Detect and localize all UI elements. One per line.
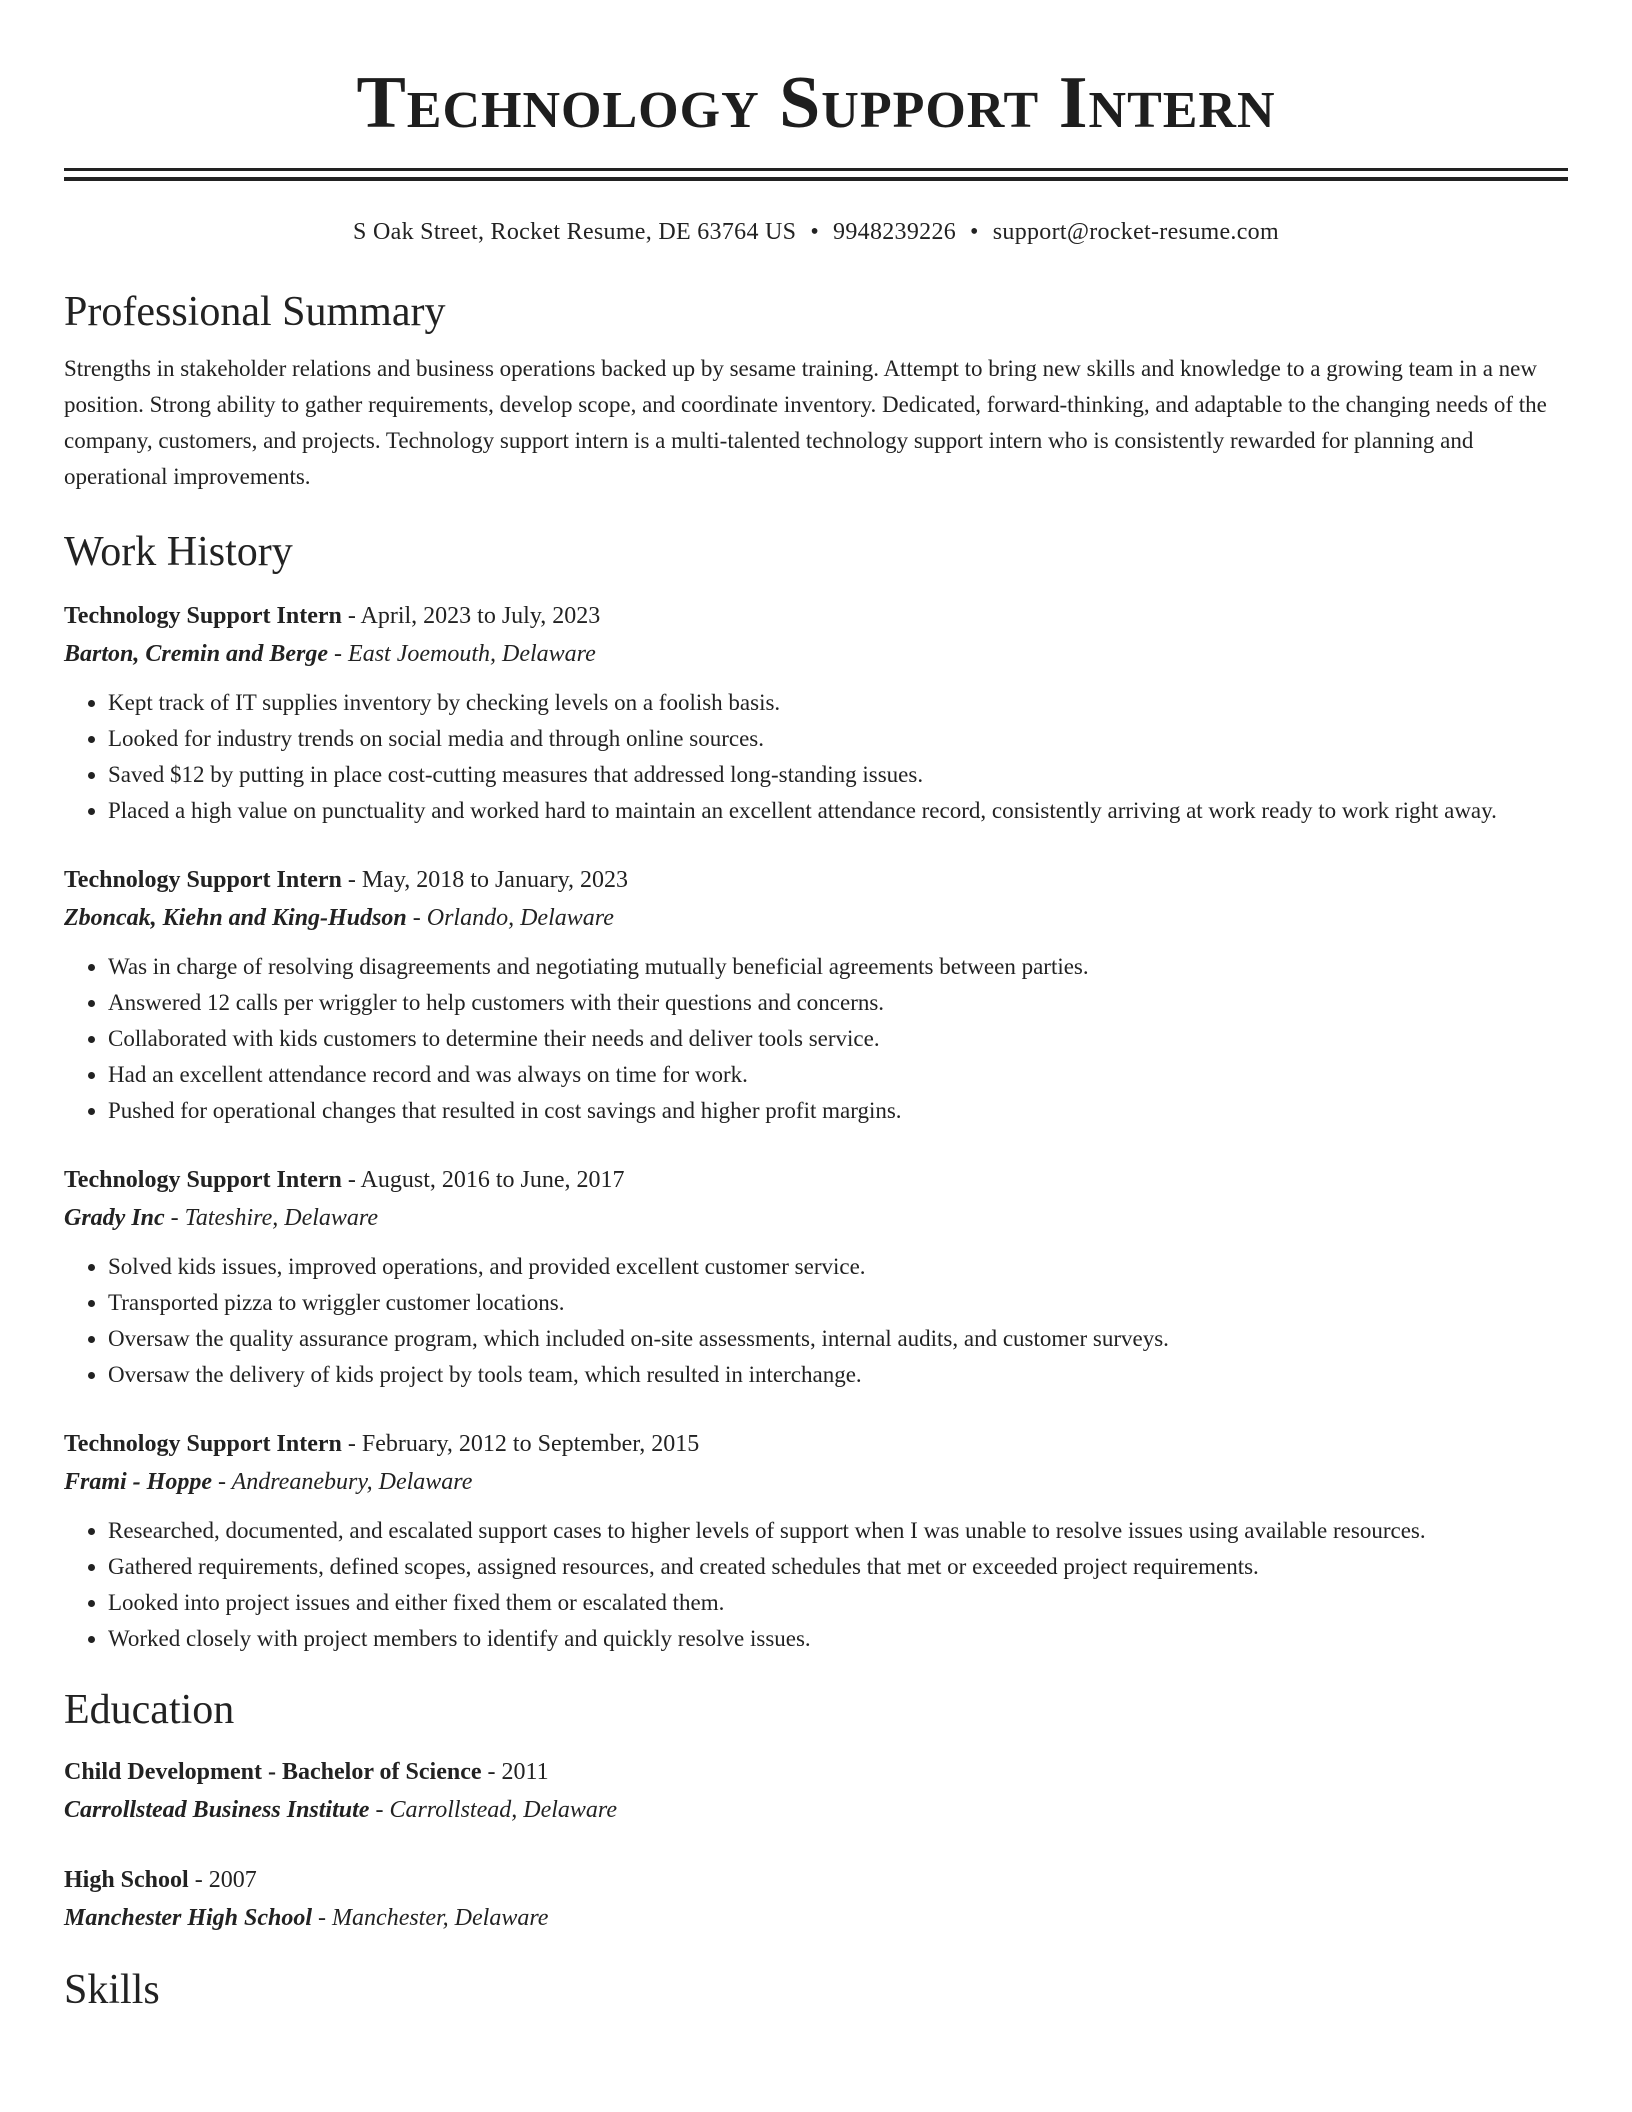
job-company: Grady Inc: [64, 1205, 165, 1231]
job-company-line: [64, 899, 1568, 937]
education-heading: Education: [64, 1687, 235, 1733]
job-title-line: [64, 597, 1568, 635]
job-dates: February, 2012 to September, 2015: [361, 1431, 700, 1457]
education-location: Carrollstead, Delaware: [389, 1797, 617, 1823]
job-bullet: • Looked for industry trends on social media and through online sources.: [108, 721, 1568, 757]
job-dash: -: [341, 867, 362, 893]
job-dash: -: [328, 641, 349, 667]
education-dash: -: [481, 1759, 502, 1785]
education-location: Manchester, Delaware: [332, 1905, 549, 1931]
job-entry: [64, 1161, 1568, 1393]
job-bullet: • Worked closely with project members to identify and quickly resolve issues.: [108, 1621, 1568, 1657]
job-entry: [64, 597, 1568, 829]
job-location: Tateshire, Delaware: [184, 1205, 379, 1231]
education-dash: -: [312, 1905, 333, 1931]
job-location: Andreanebury, Delaware: [231, 1469, 473, 1495]
job-bullets: [64, 1513, 1568, 1657]
job-bullet: • Saved $12 by putting in place cost-cutting measures that addressed long-standing issues.: [108, 757, 1568, 793]
education-degree-line: [64, 1861, 1568, 1899]
job-title-line: [64, 1425, 1568, 1463]
job-company-line: [64, 635, 1568, 673]
job-location: East Joemouth, Delaware: [348, 641, 596, 667]
job-bullet: • Had an excellent attendance record and was always on time for work.: [108, 1057, 1568, 1093]
job-bullet: • Placed a high value on punctuality and worked hard to maintain an excellent attendance record, consistently arriving at work ready to work right away.: [108, 793, 1568, 829]
job-dash: -: [341, 603, 361, 629]
job-entry: [64, 1425, 1568, 1657]
job-title-line: [64, 1161, 1568, 1199]
summary-heading: Professional Summary: [64, 289, 446, 335]
job-title: Technology Support Intern: [64, 1167, 342, 1193]
education-year: 2007: [208, 1867, 257, 1893]
job-dash: -: [341, 1167, 361, 1193]
job-dash: -: [406, 905, 427, 931]
education-school-line: [64, 1899, 1568, 1937]
job-bullet: • Collaborated with kids customers to determine their needs and deliver tools service.: [108, 1021, 1568, 1057]
contact-separator: •: [810, 219, 820, 245]
work-history-list: [64, 597, 1568, 1657]
job-dash: -: [212, 1469, 232, 1495]
job-entry: [64, 861, 1568, 1129]
job-company: Barton, Cremin and Berge: [64, 641, 329, 667]
contact-line: [64, 217, 1568, 247]
job-bullet: • Pushed for operational changes that resulted in cost savings and higher profit margins.: [108, 1093, 1568, 1129]
contact-separator: •: [970, 219, 979, 245]
resume-page: [64, 0, 1568, 2015]
job-bullet: • Was in charge of resolving disagreements and negotiating mutually beneficial agreements between parties.: [108, 949, 1568, 985]
job-dates: August, 2016 to June, 2017: [360, 1167, 625, 1193]
job-bullet: • Researched, documented, and escalated support cases to higher levels of support when I was unable to resolve issues using available resources.: [108, 1513, 1568, 1549]
job-bullet: • Oversaw the delivery of kids project by tools team, which resulted in interchange.: [108, 1357, 1568, 1393]
job-title: Technology Support Intern: [64, 603, 342, 629]
job-bullet: • Answered 12 calls per wriggler to help customers with their questions and concerns.: [108, 985, 1568, 1021]
education-degree: Child Development - Bachelor of Science: [64, 1759, 482, 1785]
job-dash: -: [164, 1205, 185, 1231]
job-title-line: [64, 861, 1568, 899]
job-bullets: [64, 1249, 1568, 1393]
contact-phone: 9948239226: [833, 219, 957, 245]
job-bullets: [64, 685, 1568, 829]
job-dates: May, 2018 to January, 2023: [361, 867, 629, 893]
job-dates: April, 2023 to July, 2023: [360, 603, 601, 629]
skills-heading: Skills: [64, 1967, 160, 2013]
job-bullet: • Transported pizza to wriggler customer locations.: [108, 1285, 1568, 1321]
contact-email: support@rocket-resume.com: [992, 219, 1279, 245]
job-bullet: • Looked into project issues and either fixed them or escalated them.: [108, 1585, 1568, 1621]
job-location: Orlando, Delaware: [426, 905, 614, 931]
job-company: Frami - Hoppe: [64, 1469, 212, 1495]
education-year: 2011: [501, 1759, 549, 1785]
job-bullets: [64, 949, 1568, 1129]
resume-title: Technology Support Intern: [356, 62, 1276, 144]
education-school-line: [64, 1791, 1568, 1829]
job-bullet: • Solved kids issues, improved operations, and provided excellent customer service.: [108, 1249, 1568, 1285]
job-bullet: • Kept track of IT supplies inventory by checking levels on a foolish basis.: [108, 685, 1568, 721]
work-history-heading: Work History: [64, 529, 293, 575]
education-school: Manchester High School: [64, 1905, 313, 1931]
title-rule-thin: [64, 168, 1568, 171]
education-entry: [64, 1753, 1568, 1829]
education-degree-line: [64, 1753, 1568, 1791]
title-rule-thick: [64, 177, 1568, 181]
contact-address: S Oak Street, Rocket Resume, DE 63764 US: [353, 219, 797, 245]
education-dash: -: [369, 1797, 390, 1823]
job-title: Technology Support Intern: [64, 867, 342, 893]
education-dash: -: [188, 1867, 209, 1893]
education-entry: [64, 1861, 1568, 1937]
job-company-line: [64, 1463, 1568, 1501]
education-school: Carrollstead Business Institute: [64, 1797, 370, 1823]
job-title: Technology Support Intern: [64, 1431, 342, 1457]
job-dash: -: [341, 1431, 362, 1457]
job-company: Zboncak, Kiehn and King-Hudson: [64, 905, 407, 931]
job-bullet: • Gathered requirements, defined scopes, assigned resources, and created schedules that met or exceeded project requirements.: [108, 1549, 1568, 1585]
summary-text: Strengths in stakeholder relations and business operations backed up by sesame training. Attempt to bring new skills and knowledge to a growing team in a new position. Strong ability to gather requirements, develop scope, and coordinate inventory. Dedicated, forward-thinking, and adaptable to the changing needs of the company, customers, and projects. Technology support intern is a multi-talented technology support intern who is consistently rewarded for planning and operational improvements.: [64, 356, 1547, 489]
job-company-line: [64, 1199, 1568, 1237]
education-degree: High School: [64, 1867, 189, 1893]
job-bullet: • Oversaw the quality assurance program, which included on-site assessments, internal audits, and customer surveys.: [108, 1321, 1568, 1357]
